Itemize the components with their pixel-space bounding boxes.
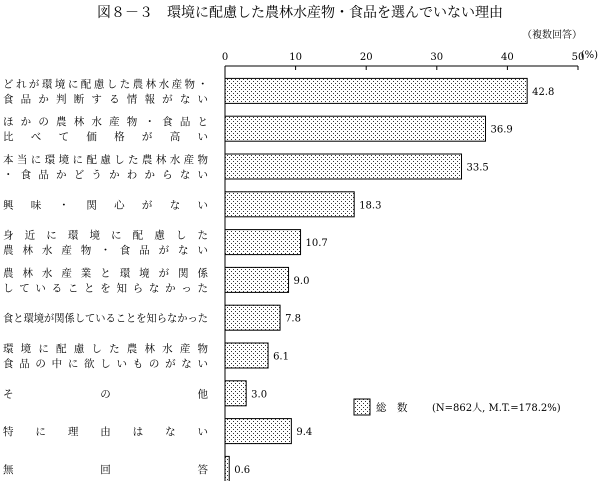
bar bbox=[225, 267, 289, 292]
bar bbox=[225, 305, 280, 330]
x-tick-label: 0 bbox=[221, 52, 229, 63]
bar bbox=[225, 419, 291, 444]
chart-title: 図８－３ 環境に配慮した農林水産物・食品を選んでいない理由 bbox=[97, 5, 503, 21]
bar bbox=[225, 343, 268, 368]
category-label: 興味・関心がない bbox=[3, 199, 208, 212]
bar-value-label: 36.9 bbox=[490, 124, 513, 136]
x-tick-label: 20 bbox=[359, 52, 373, 63]
bar-value-label: 10.7 bbox=[305, 238, 328, 250]
category-label: ほかの農林水産物・食品と bbox=[3, 116, 208, 129]
chart-note: （複数回答） bbox=[522, 30, 582, 41]
bar-value-label: 18.3 bbox=[359, 200, 382, 212]
category-label: 食品か判断する情報がない bbox=[3, 93, 208, 106]
bar bbox=[225, 456, 229, 481]
x-tick-label: 10 bbox=[289, 52, 302, 63]
bar bbox=[225, 381, 246, 406]
category-label: していることを知らなかった bbox=[3, 282, 208, 295]
category-label: 特に理由はない bbox=[3, 426, 208, 439]
bar-value-label: 7.8 bbox=[285, 313, 301, 325]
bar-value-label: 3.0 bbox=[251, 389, 268, 401]
category-label: 食と環境が関係していることを知らなかった bbox=[3, 312, 213, 325]
bar-value-label: 33.5 bbox=[466, 162, 489, 174]
category-label: その他 bbox=[3, 388, 208, 401]
axis-unit: (%) bbox=[580, 50, 598, 61]
x-tick-label: 50 bbox=[571, 52, 585, 63]
bar bbox=[225, 116, 486, 141]
category-label: 農林水産業と環境が関係 bbox=[3, 267, 208, 280]
x-tick-label: 40 bbox=[501, 52, 514, 63]
bar-value-label: 9.0 bbox=[293, 275, 310, 287]
bar-value-label: 0.6 bbox=[234, 464, 251, 476]
category-label: ・食品かどうかわからない bbox=[3, 169, 208, 181]
bar bbox=[225, 154, 462, 179]
category-label: 比べて価格が高い bbox=[3, 131, 208, 144]
bar-value-label: 6.1 bbox=[273, 351, 289, 363]
bar bbox=[225, 230, 301, 255]
bars-group bbox=[3, 77, 554, 481]
legend bbox=[354, 399, 561, 415]
category-label: 本当に環境に配慮した農林水産物 bbox=[3, 154, 208, 166]
category-label: 食品の中に欲しいものがない bbox=[3, 358, 208, 370]
category-label: 身近に環境に配慮した bbox=[3, 229, 208, 242]
bar-value-label: 42.8 bbox=[532, 86, 555, 98]
bar bbox=[225, 192, 354, 217]
bar-value-label: 9.4 bbox=[296, 427, 313, 439]
x-tick-label: 30 bbox=[430, 52, 444, 63]
category-label: 農林水産物・食品がない bbox=[3, 244, 208, 257]
category-label: 環境に配慮した農林水産物 bbox=[3, 343, 208, 355]
category-label: どれが環境に配慮した農林水産物・ bbox=[3, 78, 208, 91]
bar bbox=[225, 78, 527, 103]
legend-swatch bbox=[354, 399, 370, 415]
legend-label: 総 数 bbox=[376, 402, 408, 414]
legend-note: (N=862人, M.T.=178.2%) bbox=[432, 403, 561, 414]
category-label: 無回答 bbox=[3, 463, 208, 476]
